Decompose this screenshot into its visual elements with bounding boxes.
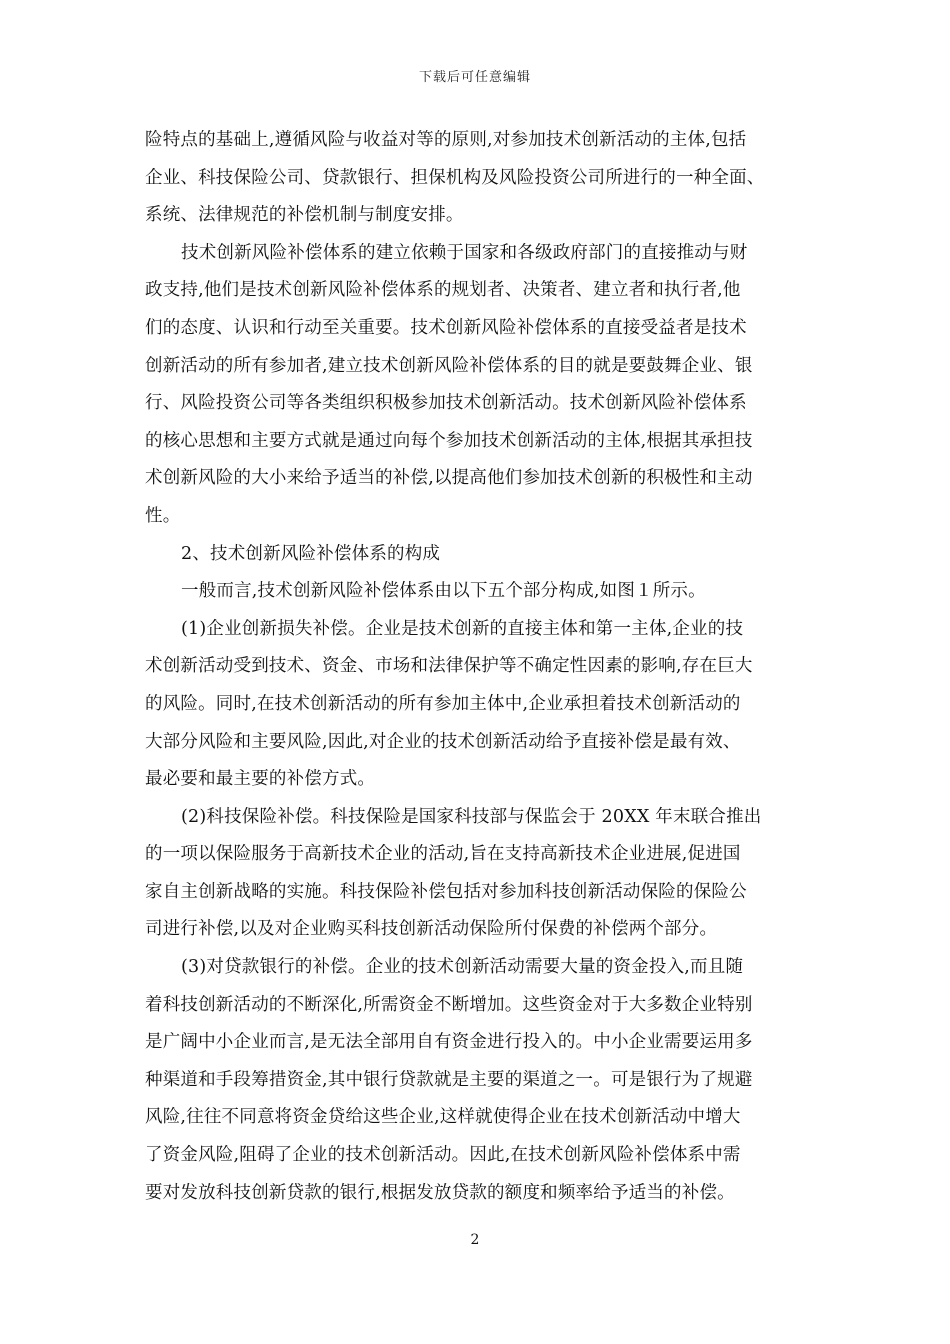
text-line: 着科技创新活动的不断深化,所需资金不断增加。这些资金对于大多数企业特别 — [145, 994, 753, 1015]
paragraph-start-line: 技术创新风险补偿体系的建立依赖于国家和各级政府部门的直接推动与财 — [181, 242, 748, 263]
paragraph-start-line: (1)企业创新损失补偿。企业是技术创新的直接主体和第一主体,企业的技 — [181, 618, 744, 639]
text-line: 术创新风险的大小来给予适当的补偿,以提高他们参加技术创新的积极性和主动 — [145, 468, 753, 489]
page-header: 下载后可任意编辑 — [418, 70, 531, 85]
document-body — [145, 122, 810, 1212]
paragraph-start-line: 一般而言,技术创新风险补偿体系由以下五个部分构成,如图１所示。 — [181, 581, 706, 602]
paragraph-start-line: (3)对贷款银行的补偿。企业的技术创新活动需要大量的资金投入,而且随 — [181, 957, 744, 978]
page-number: 2 — [470, 1232, 480, 1248]
text-line: 风险,往往不同意将资金贷给这些企业,这样就使得企业在技术创新活动中增大 — [145, 1107, 741, 1128]
text-line: 了资金风险,阻碍了企业的技术创新活动。因此,在技术创新风险补偿体系中需 — [145, 1145, 741, 1166]
text-line: 家自主创新战略的实施。科技保险补偿包括对参加科技创新活动保险的保险公 — [145, 881, 747, 902]
text-line: 系统、法律规范的补偿机制与制度安排。 — [145, 205, 464, 226]
text-line: 司进行补偿,以及对企业购买科技创新活动保险所付保费的补偿两个部分。 — [145, 919, 718, 940]
text-line: 企业、科技保险公司、贷款银行、担保机构及风险投资公司所进行的一种全面、 — [145, 167, 765, 188]
text-line: 术创新活动受到技术、资金、市场和法律保护等不确定性因素的影响,存在巨大 — [145, 656, 753, 677]
text-line: 大部分风险和主要风险,因此,对企业的技术创新活动给予直接补偿是最有效、 — [145, 731, 741, 752]
text-line: 性。 — [145, 505, 181, 526]
text-line: 险特点的基础上,遵循风险与收益对等的原则,对参加技术创新活动的主体,包括 — [145, 130, 747, 150]
text-line: 政支持,他们是技术创新风险补偿体系的规划者、决策者、建立者和执行者,他 — [145, 280, 741, 301]
text-line: 创新活动的所有参加者,建立技术创新风险补偿体系的目的就是要鼓舞企业、银 — [145, 355, 753, 376]
text-line: 种渠道和手段筹措资金,其中银行贷款就是主要的渠道之一。可是银行为了规避 — [145, 1069, 753, 1090]
text-line: 最必要和最主要的补偿方式。 — [145, 769, 376, 790]
text-line: 要对发放科技创新贷款的银行,根据发放贷款的额度和频率给予适当的补偿。 — [145, 1182, 735, 1203]
text-line: 们的态度、认识和行动至关重要。技术创新风险补偿体系的直接受益者是技术 — [145, 317, 747, 338]
text-line: 的核心思想和主要方式就是通过向每个参加技术创新活动的主体,根据其承担技 — [145, 430, 753, 451]
text-line: 的一项以保险服务于高新技术企业的活动,旨在支持高新技术企业进展,促进国 — [145, 844, 741, 865]
section-heading: 2、技术创新风险补偿体系的构成 — [181, 543, 441, 564]
text-line: 是广阔中小企业而言,是无法全部用自有资金进行投入的。中小企业需要运用多 — [145, 1032, 753, 1053]
text-line: 行、风险投资公司等各类组织积极参加技术创新活动。技术创新风险补偿体系 — [145, 393, 747, 414]
paragraph-start-line: (2)科技保险补偿。科技保险是国家科技部与保监会于 20XX 年末联合推出 — [181, 806, 762, 827]
text-line: 的风险。同时,在技术创新活动的所有参加主体中,企业承担着技术创新活动的 — [145, 693, 741, 714]
